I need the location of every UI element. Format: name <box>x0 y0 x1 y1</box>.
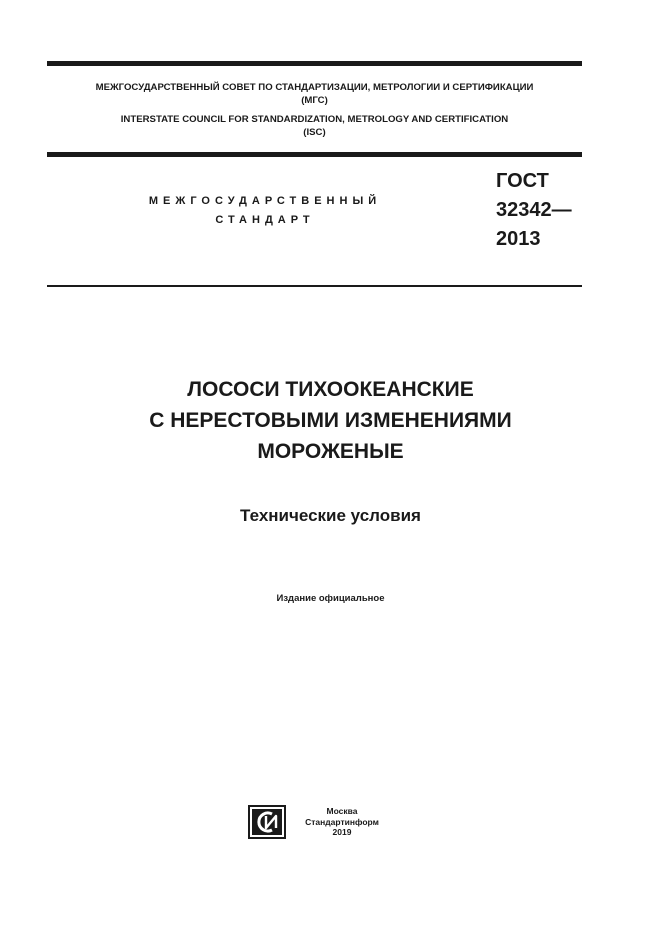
council-en-abbr: (ISC) <box>303 127 326 138</box>
council-en-line1: INTERSTATE COUNCIL FOR STANDARDIZATION, METROLOGY AND CERTIFICATION <box>120 114 509 125</box>
top-rule <box>47 61 582 66</box>
title-line2: С НЕРЕСТОВЫМИ ИЗМЕНЕНИЯМИ <box>149 409 512 432</box>
publisher-year: 2019 <box>332 827 352 837</box>
council-ru-line1: МЕЖГОСУДАРСТВЕННЫЙ СОВЕТ ПО СТАНДАРТИЗАЦИИ, МЕТРОЛОГИИ И СЕРТИФИКАЦИИ <box>95 82 534 93</box>
title-line3: МОРОЖЕНЫЕ <box>257 440 404 463</box>
document-subtitle: Технические условия <box>240 506 421 525</box>
publisher-city: Москва <box>326 806 358 816</box>
middle-rule <box>47 152 582 157</box>
publisher-block <box>292 806 392 838</box>
council-name-en <box>47 113 582 139</box>
gost-prefix: ГОСТ <box>496 170 549 192</box>
gost-number: 32342— <box>496 199 572 221</box>
standartinform-logo-icon <box>248 805 286 839</box>
edition-note: Издание официальное <box>276 593 385 604</box>
logo-graphic <box>248 805 286 839</box>
bottom-rule <box>47 285 582 287</box>
council-ru-abbr: (МГС) <box>301 95 328 106</box>
gost-designation <box>496 167 572 254</box>
standard-type-line2: СТАНДАРТ <box>215 214 315 226</box>
publisher-name: Стандартинформ <box>305 816 379 827</box>
standard-type-line1: МЕЖГОСУДАРСТВЕННЫЙ <box>148 195 382 207</box>
council-name-ru <box>47 81 582 107</box>
gost-year: 2013 <box>496 228 541 250</box>
title-line1: ЛОСОСИ ТИХООКЕАНСКИЕ <box>187 378 474 401</box>
document-title <box>0 374 661 467</box>
